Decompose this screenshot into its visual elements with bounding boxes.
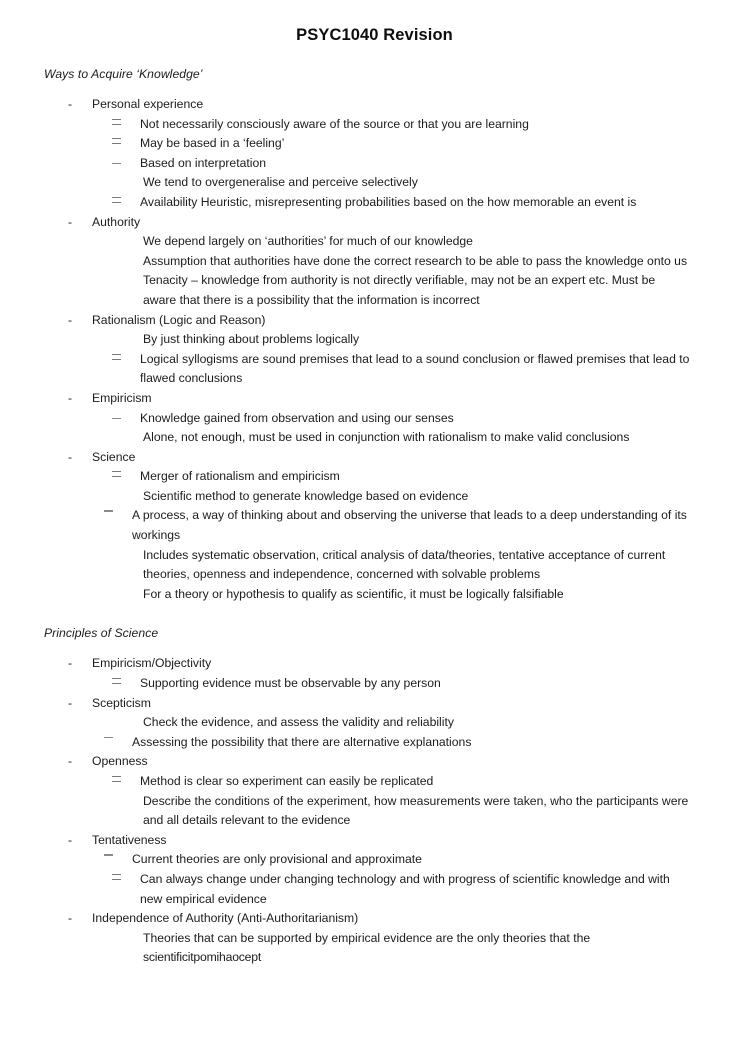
outline-subitem-text: Can always change under changing technology and with progress of scientific knowledge and with new empirical evidence: [140, 871, 670, 906]
outline-subitem-text: Logical syllogisms are sound premises that lead to a sound conclusion or flawed premises that lead to flawed conclusions: [140, 351, 690, 386]
outline-subitem-text: Method is clear so experiment can easily be replicated: [140, 774, 434, 788]
outline-item-label: Openness: [92, 754, 148, 769]
outline-subitem: [0, 772, 749, 792]
double-bar-bullet-icon: [112, 871, 121, 883]
outline-subitem-text: Alone, not enough, must be used in conjunction with rationalism to make valid conclusions: [143, 430, 630, 445]
outline-item-label: Scepticism: [92, 695, 151, 710]
outline-subitem: [0, 134, 749, 154]
outline-subitem-text: Based on interpretation: [140, 155, 267, 170]
outline-subitem-text: Knowledge gained from observation and using our senses: [140, 410, 454, 425]
section-heading: Principles of Science: [44, 626, 159, 641]
outline-subitem-text: A process, a way of thinking about and observing the universe that leads to a deep understanding of its workings: [132, 508, 687, 543]
dash-bullet-icon: -: [68, 656, 73, 671]
outline-item-label: Independence of Authority (Anti-Authoritarianism): [92, 911, 359, 926]
outline-subitem: [0, 271, 749, 310]
outline-item: [0, 311, 749, 331]
outline-subitem: [0, 948, 749, 968]
outline-subitem: [0, 467, 749, 487]
outline-subitem-text: Theories that can be supported by empirical evidence are the only theories that the: [143, 930, 591, 945]
outline-list: [0, 654, 749, 968]
document-section: [0, 626, 749, 968]
outline-subitem-text: Scientific method to generate knowledge based on evidence: [143, 488, 469, 503]
outline-sublist: [0, 409, 749, 448]
outline-item-label: Authority: [92, 214, 141, 229]
outline-subitem-text: Assumption that authorities have done the correct research to be able to pass the knowledge onto us: [143, 253, 688, 268]
outline-sublist: [0, 674, 749, 694]
outline-subitem-text: Current theories are only provisional and approximate: [132, 852, 422, 867]
outline-subitem: [0, 252, 749, 272]
outline-subitem: [0, 585, 749, 605]
outline-item: [0, 95, 749, 115]
document-page: [0, 26, 749, 1050]
outline-item-label: Science: [92, 449, 136, 464]
outline-sublist: [0, 929, 749, 968]
double-bar-bullet-icon: [112, 468, 121, 480]
outline-item-label: Personal experience: [92, 97, 204, 111]
double-bar-bullet-icon: [112, 135, 121, 147]
dash-bullet-icon: -: [68, 449, 73, 464]
faint-dash-bullet-icon: [104, 507, 113, 519]
outline-item: [0, 752, 749, 772]
outline-item-label: Rationalism (Logic and Reason): [92, 312, 266, 327]
outline-subitem: [0, 173, 749, 193]
outline-item-label: Empiricism/Objectivity: [92, 656, 212, 671]
outline-subitem: [0, 193, 749, 213]
dash-bullet-icon: -: [68, 390, 73, 405]
outline-subitem: [0, 713, 749, 733]
section-heading: Ways to Acquire ‘Knowledge’: [44, 67, 203, 81]
outline-item: [0, 213, 749, 233]
outline-subitem: [0, 428, 749, 448]
outline-subitem: [0, 409, 749, 429]
dash-bullet-icon: -: [68, 754, 73, 769]
outline-sublist: [0, 850, 749, 909]
double-bar-bullet-icon: [112, 773, 121, 785]
double-bar-bullet-icon: [112, 194, 121, 206]
outline-item: [0, 389, 749, 409]
outline-item-label: Tentativeness: [92, 832, 167, 847]
outline-subitem-text: For a theory or hypothesis to qualify as scientific, it must be logically falsifiable: [143, 586, 564, 601]
dash-bullet-icon: -: [68, 97, 73, 111]
outline-subitem-text: By just thinking about problems logically: [143, 332, 360, 347]
outline-subitem-text: Includes systematic observation, critical analysis of data/theories, tentative acceptance of current theories, openness and independence, concerned with solvable problems: [143, 547, 666, 582]
outline-subitem-text: Assessing the possibility that there are alternative explanations: [132, 734, 472, 749]
outline-subitem: [0, 232, 749, 252]
outline-item-label: Empiricism: [92, 390, 152, 405]
outline-subitem: [0, 330, 749, 350]
outline-subitem: [0, 929, 749, 949]
outline-subitem-text: Check the evidence, and assess the validity and reliability: [143, 715, 454, 730]
faint-dash-bullet-icon: [104, 734, 113, 746]
double-bar-bullet-icon: [112, 675, 121, 687]
dash-bullet-icon: -: [68, 911, 73, 926]
outline-sublist: [0, 772, 749, 831]
outline-item: [0, 831, 749, 851]
document-body: [0, 67, 749, 968]
outline-subitem-text: scientificitpomihaocept: [143, 950, 262, 965]
page-title: PSYC1040 Revision: [296, 26, 453, 44]
outline-subitem-text: Describe the conditions of the experiment, how measurements were taken, who the participants were and all details relevant to the evidence: [143, 793, 689, 828]
outline-subitem: [0, 850, 749, 870]
outline-item: [0, 694, 749, 714]
outline-subitem: [0, 506, 749, 545]
outline-subitem: [0, 870, 749, 909]
faint-dash-bullet-icon: [104, 851, 113, 863]
outline-subitem: [0, 674, 749, 694]
outline-list: [0, 95, 749, 604]
outline-item: [0, 448, 749, 468]
outline-subitem: [0, 115, 749, 135]
outline-subitem-text: Tenacity – knowledge from authority is not directly verifiable, may not be an expert etc. Must be aware that there is a possibility that the information is incorrect: [143, 273, 656, 307]
outline-subitem-text: We tend to overgeneralise and perceive selectively: [143, 175, 418, 190]
outline-sublist: [0, 467, 749, 604]
dash-bullet-icon: -: [68, 832, 73, 847]
outline-subitem: [0, 733, 749, 753]
outline-subitem: [0, 792, 749, 831]
outline-item: [0, 909, 749, 929]
outline-subitem: [0, 350, 749, 389]
outline-subitem-text: Supporting evidence must be observable by any person: [140, 676, 441, 691]
dash-bullet-icon: -: [68, 695, 73, 710]
outline-subitem-text: Not necessarily consciously aware of the source or that you are learning: [140, 116, 529, 131]
document-section: [0, 67, 749, 604]
outline-subitem-text: Availability Heuristic, misrepresenting probabilities based on the how memorable an event is: [140, 194, 637, 209]
outline-subitem: [0, 546, 749, 585]
outline-subitem: [0, 487, 749, 507]
outline-item: [0, 654, 749, 674]
faint-dash-bullet-icon: [112, 410, 121, 422]
dash-bullet-icon: -: [68, 214, 73, 229]
outline-sublist: [0, 115, 749, 213]
double-bar-bullet-icon: [112, 116, 121, 128]
outline-subitem-text: Merger of rationalism and empiricism: [140, 469, 340, 484]
outline-sublist: [0, 232, 749, 310]
dash-bullet-icon: -: [68, 312, 73, 327]
outline-subitem-text: May be based in a ‘feeling’: [140, 136, 285, 151]
double-bar-bullet-icon: [112, 351, 121, 363]
outline-sublist: [0, 713, 749, 752]
outline-sublist: [0, 330, 749, 389]
outline-subitem-text: We depend largely on ‘authorities’ for much of our knowledge: [143, 234, 473, 249]
faint-dash-bullet-icon: [112, 155, 121, 167]
outline-subitem: [0, 154, 749, 174]
